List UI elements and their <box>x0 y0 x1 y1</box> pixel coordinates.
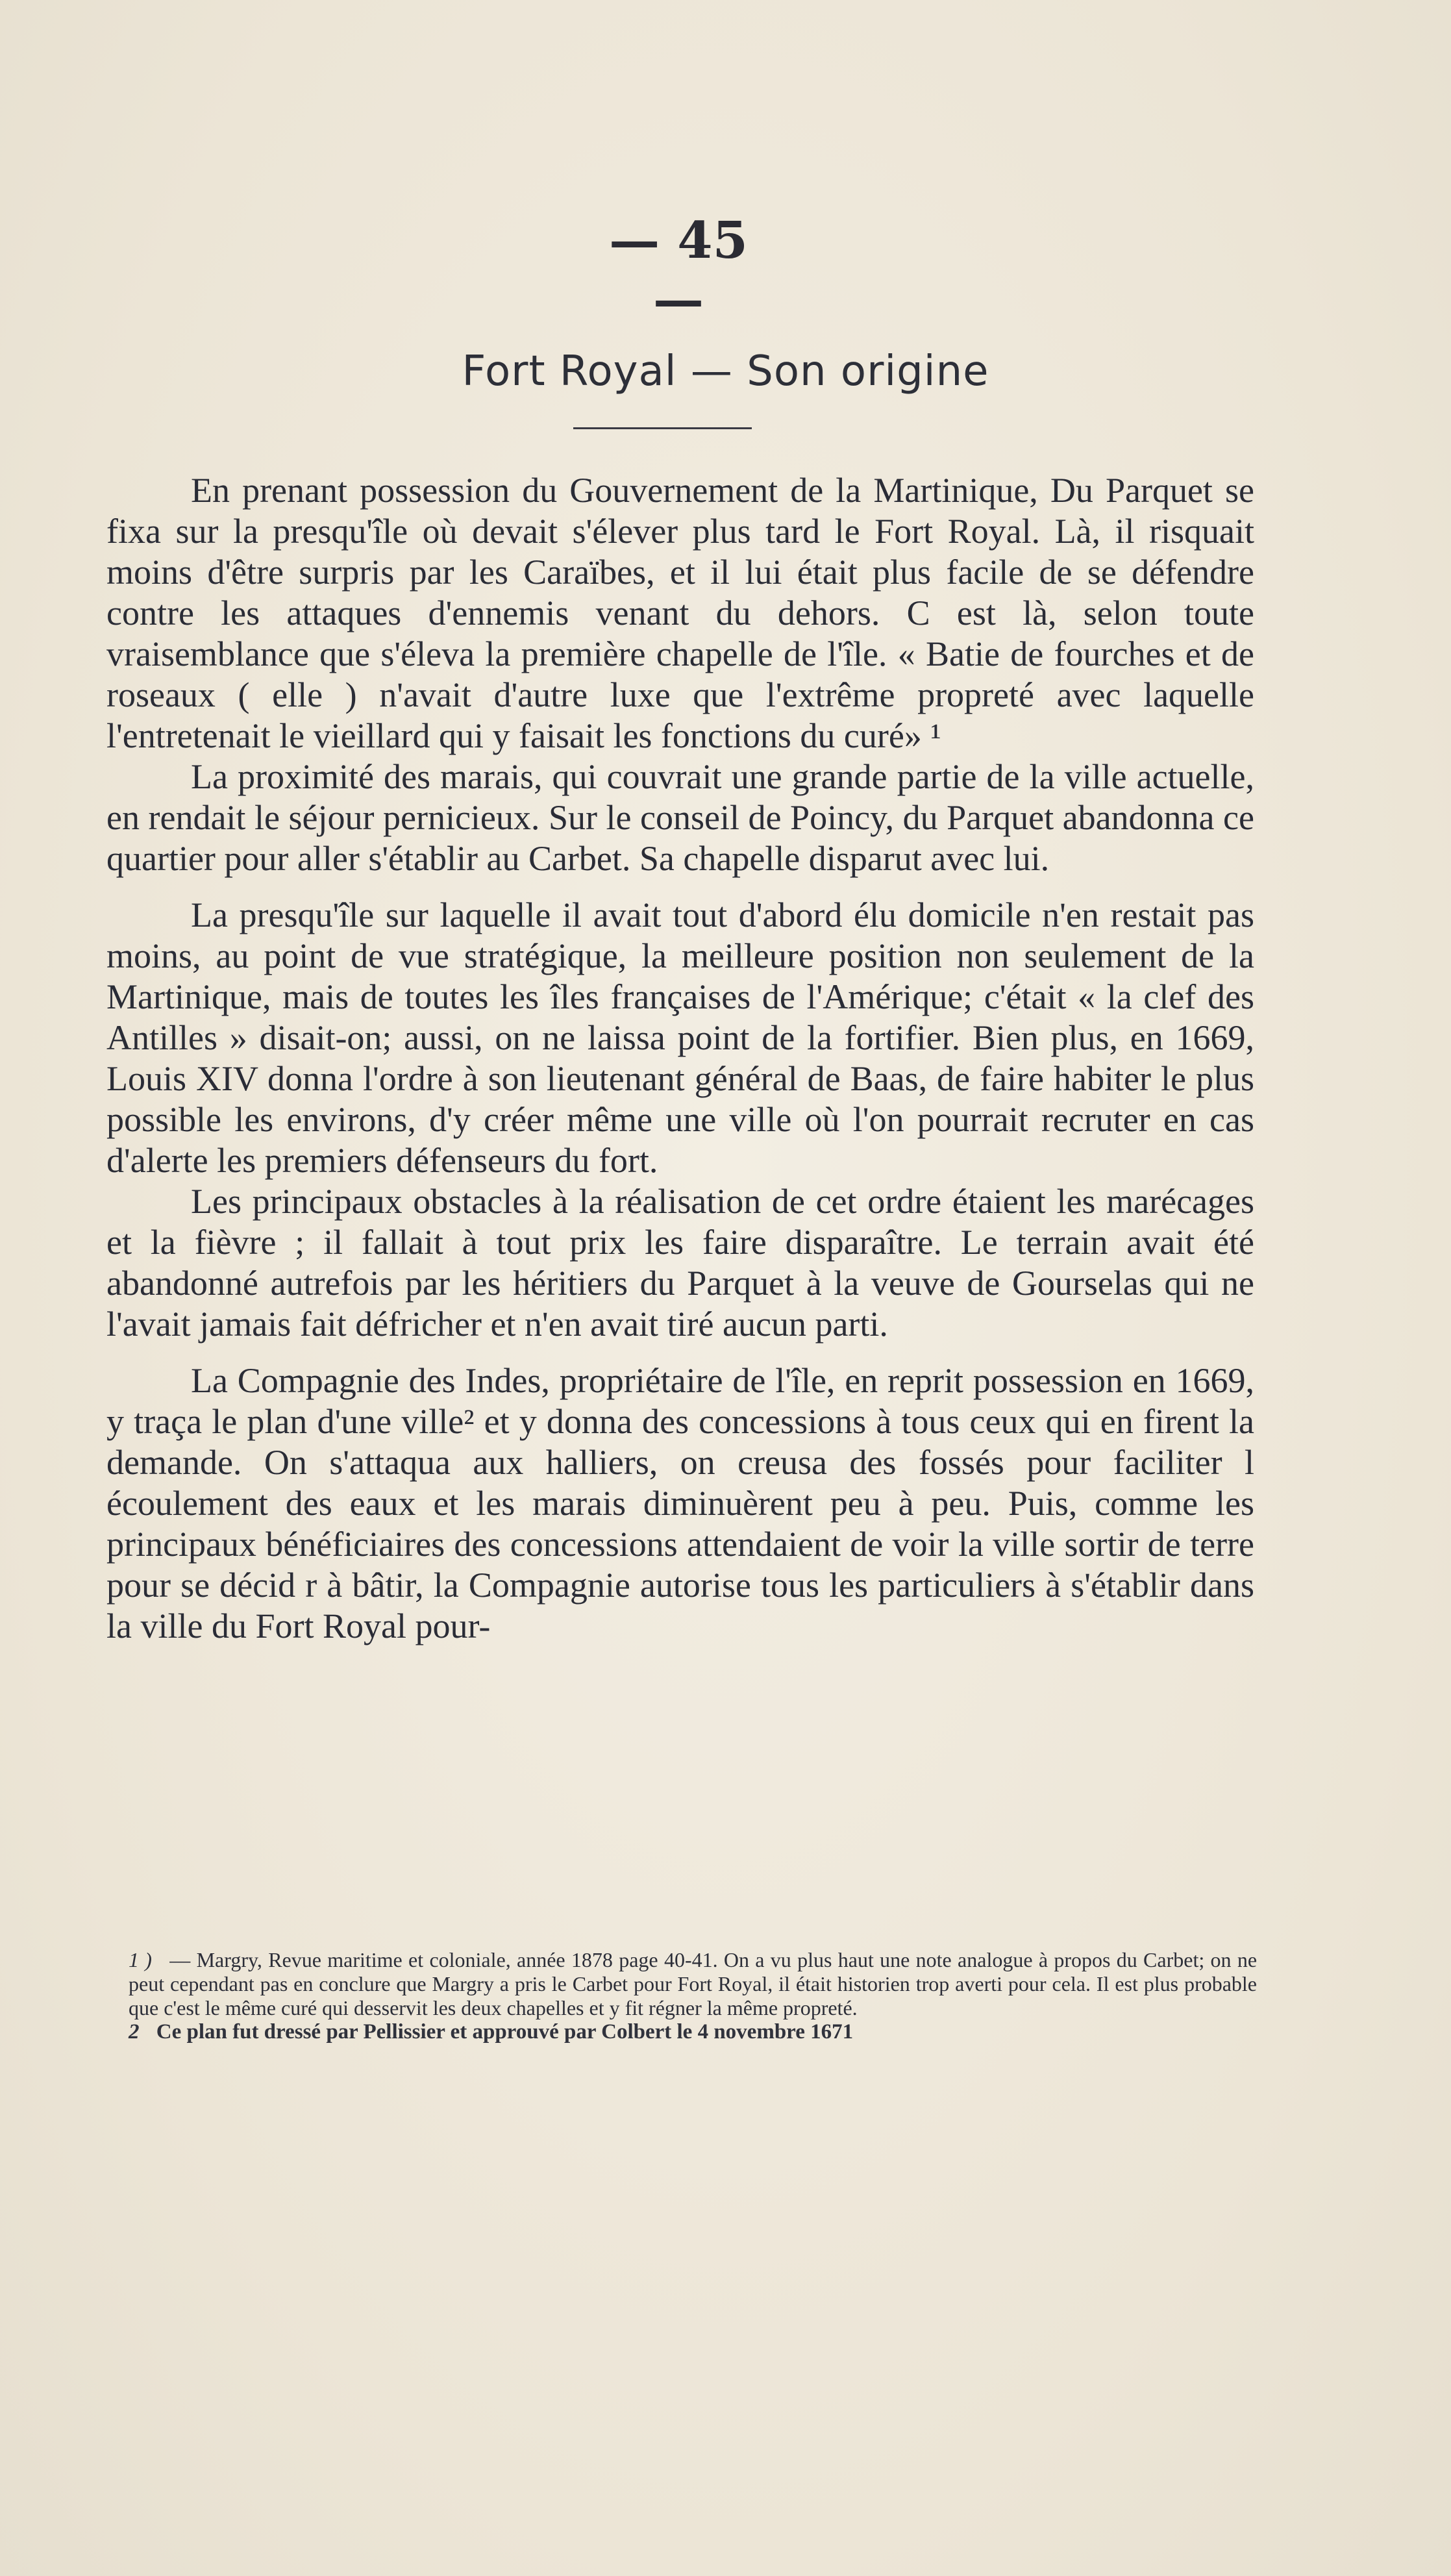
title-underline <box>573 427 752 429</box>
paragraph-4: Les principaux obstacles à la réalisation de cet ordre étaient les marécages et la fièvre ; il fallait à tout prix les faire disparaître. Le terrain avait été abandonné autrefois par les héritiers du Parquet à la veuve de Gourselas qui ne l'avait jamais fait défricher et n'en avait tiré aucun parti. <box>106 1182 1254 1344</box>
footnotes <box>129 1948 1257 2044</box>
paragraph-1: En prenant possession du Gouvernement de la Martinique, Du Parquet se fixa sur la presqu'île où devait s'élever plus tard le Fort Royal. Là, il risquait moins d'être surpris par les Caraïbes, et il lui était plus facile de se défendre contre les attaques d'ennemis venant du dehors. C est là, selon toute vraisemblance que s'éleva la première chapelle de l'île. « Batie de fourches et de roseaux ( elle ) n'avait d'autre luxe que l'extrême propreté avec laquelle l'entretenait le vieillard qui y faisait les fonctions du curé» ¹ <box>106 471 1254 755</box>
chapter-title: Fort Royal — Son origine <box>462 347 989 395</box>
footnote-2-text: Ce plan fut dressé par Pellissier et approuvé par Colbert le 4 novembre 1671 <box>156 2020 854 2044</box>
footnote-1-text: — Margry, Revue maritime et coloniale, année 1878 page 40-41. On a vu plus haut une note analogue à propos du Carbet; on ne peut cependant pas en conclure que Margry a pris le Carbet pour Fort Royal, il était historien trop averti pour cela. Il est plus probable que c'est le même curé qui desservit les deux chapelles et y fit régner la même propreté. <box>129 1948 1258 2020</box>
footnote-1-marker: 1 ) <box>129 1948 152 1971</box>
body-text <box>106 470 1254 1647</box>
paragraph-2: La proximité des marais, qui couvrait une grande partie de la ville actuelle, en rendait le séjour pernicieux. Sur le conseil de Poincy, du Parquet abandonna ce quartier pour aller s'établir au Carbet. Sa chapelle disparut avec lui. <box>106 757 1254 878</box>
paragraph-5: La Compagnie des Indes, propriétaire de l'île, en reprit possession en 1669, y traça le plan d'une ville² et y donna des concessions à tous ceux qui en firent la demande. On s'attaqua aux halliers, on creusa des fossés pour faciliter l écoulement des eaux et les marais diminuèrent peu à peu. Puis, comme les principaux bénéficiaires des concessions attendaient de voir la ville sortir de terre pour se décid r à bâtir, la Compagnie autorise tous les particuliers à s'établir dans la ville du Fort Royal pour- <box>106 1361 1254 1645</box>
paragraph-3: La presqu'île sur laquelle il avait tout d'abord élu domicile n'en restait pas moins, au point de vue stratégique, la meilleure position non seulement de la Martinique, mais de toutes les îles françaises de l'Amérique; c'était « la clef des Antilles » disait-on; aussi, on ne laissa point de la fortifier. Bien plus, en 1669, Louis XIV donna l'ordre à son lieutenant général de Baas, de faire habiter le plus possible les environs, d'y créer même une ville où l'on pourrait recruter en cas d'alerte les premiers défenseurs du fort. <box>106 895 1254 1180</box>
page-number: — 45 — <box>609 211 748 329</box>
footnote-2 <box>129 2020 1257 2044</box>
footnote-1 <box>129 1948 1257 2020</box>
footnote-2-marker: 2 <box>129 2020 140 2044</box>
